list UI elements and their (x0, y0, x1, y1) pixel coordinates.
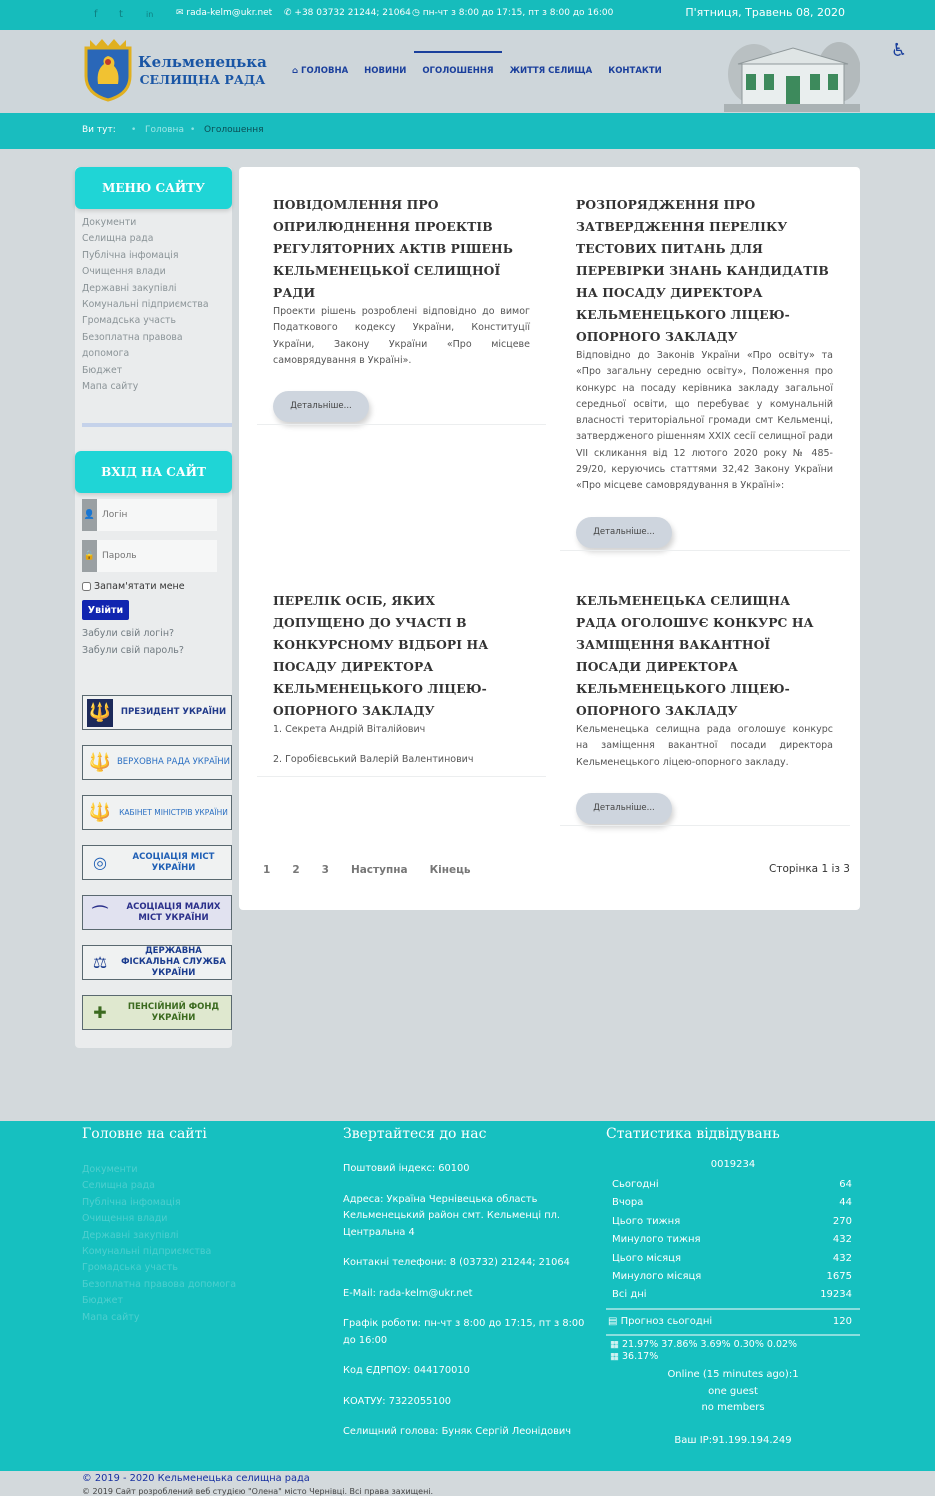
footer-link[interactable]: Селищна рада (82, 1180, 155, 1192)
current-date: П'ятниця, Травень 08, 2020 (685, 6, 845, 19)
footer-stats-title: Статистика відвідувань (606, 1126, 780, 1142)
article-divider (257, 424, 546, 425)
article-text: Проекти рішень розроблені відповідно до вимог Податкового кодексу України, Конституції України, Закону України «Про місцеве самоврядування в Україні». (273, 306, 530, 366)
stats-row (606, 1268, 860, 1286)
stats-divider (606, 1334, 860, 1336)
contact-line[interactable]: E-Mail: rada-kelm@ukr.net (343, 1287, 473, 1299)
contact-line: КОАТУУ: 7322055100 (343, 1395, 452, 1407)
breadcrumb-home[interactable]: Головна (145, 125, 184, 135)
stats-value: 270 (832, 1215, 852, 1227)
copyright: © 2019 - 2020 Кельменецька селищна рада (82, 1473, 310, 1484)
forgot-login-link[interactable]: Забули свій логін? (82, 628, 175, 639)
login-field (82, 499, 217, 531)
browser-icon: ▦ (610, 1351, 622, 1363)
banner-label: КАБІНЕТ МІНІСТРІВ УКРАЇНИ (119, 808, 228, 817)
stats-row (606, 1250, 860, 1268)
footer-main-title: Головне на сайті (82, 1126, 207, 1142)
browser-icon: ▦ (610, 1339, 622, 1351)
banner-tax-service[interactable] (82, 945, 232, 980)
scales-icon: ⚖ (92, 953, 108, 972)
trident-icon: 🔱 (88, 752, 112, 773)
contact-line: Код ЄДРПОУ: 044170010 (343, 1365, 470, 1376)
site-header (0, 30, 935, 113)
stats-divider (606, 1308, 860, 1310)
menu-title: МЕНЮ САЙТУ (75, 167, 232, 209)
sidebar (75, 167, 232, 1048)
banner-cabinet[interactable] (82, 795, 232, 830)
online-count: Online (15 minutes ago):1 (667, 1369, 799, 1381)
online-guests: one guest (708, 1385, 758, 1397)
menu-item[interactable]: Державні закупівлі (82, 282, 177, 294)
password-input[interactable] (98, 540, 216, 572)
footer-link[interactable]: Очищення влади (82, 1213, 168, 1225)
stats-value: 64 (839, 1179, 852, 1190)
stats-label: Минулого тижня (612, 1234, 701, 1246)
menu-item[interactable]: Мапа сайту (82, 381, 139, 393)
page-link-1[interactable]: 1 (263, 864, 271, 876)
stats-value: 19234 (820, 1289, 852, 1301)
breadcrumb-label: Ви тут: (82, 125, 116, 135)
pension-emblem-icon: ✚ (93, 1003, 107, 1022)
stats-label: Цього тижня (612, 1215, 681, 1227)
credits[interactable]: © 2019 Сайт розроблений веб студією "Олена" місто Чернівці. Всі права захищені. (82, 1487, 434, 1496)
article-divider (257, 776, 546, 777)
stats-label: Всі дні (612, 1289, 647, 1301)
sidebar-divider (82, 423, 232, 427)
article-text: 1. Секрета Андрій Віталійович (273, 724, 426, 735)
article-divider (560, 550, 850, 551)
facebook-icon[interactable]: f (94, 9, 98, 20)
login-title: ВХІД НА САЙТ (75, 451, 232, 493)
page-last[interactable]: Кінець (429, 864, 471, 876)
remember-label: Запам'ятати мене (94, 581, 185, 592)
menu-item[interactable]: Селищна рада (82, 233, 154, 245)
page-link-3[interactable]: 3 (321, 864, 329, 876)
linkedin-icon[interactable]: in (146, 10, 154, 19)
menu-item[interactable]: Публічна інфомація (82, 249, 179, 261)
stats-row (606, 1286, 860, 1304)
banner-parliament[interactable] (82, 745, 232, 780)
banner-label: ВЕРХОВНА РАДА УКРАЇНИ (116, 757, 231, 767)
article-card (576, 590, 833, 824)
site-title-line2: СЕЛИЩНА РАДА (139, 72, 266, 87)
footer-link[interactable]: Безоплатна правова допомога (82, 1278, 237, 1290)
main-nav (284, 66, 670, 76)
read-more-button[interactable]: Детальніше... (273, 391, 369, 422)
visit-statistics (606, 1159, 860, 1449)
menu-item[interactable]: Безоплатна правова (82, 331, 183, 343)
arch-icon: ⌒ (91, 904, 108, 923)
stats-value: 432 (832, 1234, 852, 1246)
article-title[interactable]: КЕЛЬМЕНЕЦЬКА СЕЛИЩНА РАДА ОГОЛОШУЄ КОНКУРС НА ЗАМІЩЕННЯ ВАКАНТНОЇ ПОСАДИ ДИРЕКТОРА КЕЛЬМЕНЕЦЬКОГО ЛІЦЕЮ-ОПОРНОГО ЗАКЛАДУ (576, 593, 814, 718)
contact-line: Графік роботи: пн-чт з 8:00 до 17:15, пт з 8:00 до 16:00 (343, 1318, 585, 1346)
footer-links (82, 1162, 236, 1326)
stats-label: Прогноз сьогодні (620, 1315, 713, 1327)
banner-label: АСОЦІАЦІЯ МАЛИХ МІСТ УКРАЇНИ (126, 901, 221, 923)
article-card (576, 194, 833, 548)
breadcrumb-current: Оголошення (204, 125, 264, 135)
contact-line: Селищний голова: Буняк Сергій Леонідович (343, 1426, 572, 1437)
banner-cities-association[interactable] (82, 845, 232, 880)
menu-item[interactable]: Громадська участь (82, 315, 176, 327)
article-divider (560, 825, 850, 826)
footer-link[interactable]: Публічна інфомація (82, 1196, 181, 1208)
article-title[interactable]: ПОВІДОМЛЕННЯ ПРО ОПРИЛЮДНЕННЯ ПРОЕКТІВ РЕГУЛЯТОРНИХ АКТІВ РІШЕНЬ КЕЛЬМЕНЕЦЬКОЇ СЕЛИЩНОЇ РАДИ (273, 197, 513, 300)
globe-icon: ◎ (93, 853, 107, 872)
site-menu (75, 209, 232, 401)
banner-label: АСОЦІАЦІЯ МІСТ УКРАЇНИ (132, 851, 215, 873)
article-text: Кельменецька селищна рада оголошує конкурс на заміщення вакантної посади директора Кельменецького ліцею-опорного закладу. (576, 724, 833, 768)
stats-label: Цього місяця (612, 1252, 681, 1264)
forecast-icon: ▤ (608, 1315, 621, 1327)
login-button[interactable]: Увійти (82, 600, 129, 620)
menu-item[interactable]: Бюджет (82, 364, 123, 376)
lock-icon: 🔒 (82, 540, 97, 572)
article-title[interactable]: РОЗПОРЯДЖЕННЯ ПРО ЗАТВЕРДЖЕННЯ ПЕРЕЛІКУ ТЕСТОВИХ ПИТАНЬ ДЛЯ ПЕРЕВІРКИ ЗНАНЬ КАНДИДАТІВ НА ПОСАДУ ДИРЕКТОРА КЕЛЬМЕНЕЦЬКОГО ЛІЦЕЮ-ОПОРНОГО ЗАКЛАДУ (576, 197, 829, 344)
footer-contacts (343, 1161, 593, 1455)
stats-value: 120 (832, 1315, 852, 1327)
page-counter: Сторінка 1 із 3 (769, 863, 850, 875)
contact-line: Контакні телефони: 8 (03732) 21244; 21064 (343, 1257, 570, 1268)
menu-item[interactable]: Очищення влади (82, 266, 166, 278)
site-title[interactable] (138, 53, 267, 89)
article-text: Відповідно до Законів України «Про освіту» та «Про загальну середню освіту», Положення про конкурс на посаду керівника закладу загальної середньої освіти, що перебуває у комунальній власності територіальної громади смт Кельменці, затвердженого рішенням XXIX сесії селищної ради VII скликання від 12 лютого 2020 року № 485-29/20, керуючись статтями 32,42 Закону України «Про місцеве самоврядування в Україні»: (576, 350, 833, 492)
building-image (724, 34, 860, 112)
top-hours: ◷ пн-чт з 8:00 до 17:15, пт з 8:00 до 16:00 (412, 8, 614, 18)
article-title[interactable]: ПЕРЕЛІК ОСІБ, ЯКИХ ДОПУЩЕНО ДО УЧАСТІ В КОНКУРСНОМУ ВІДБОРІ НА ПОСАДУ ДИРЕКТОРА КЕЛЬМЕНЕЦЬКОГО ЛІЦЕЮ-ОПОРНОГО ЗАКЛАДУ (273, 593, 489, 718)
announcements-list (239, 167, 860, 910)
top-bar (0, 0, 935, 30)
login-input[interactable] (98, 499, 216, 531)
banner-pension-fund[interactable] (82, 995, 232, 1030)
stats-value: 432 (832, 1252, 852, 1264)
page-next[interactable]: Наступна (350, 864, 408, 876)
article-card (273, 194, 530, 422)
menu-item[interactable]: Документи (82, 217, 137, 228)
breadcrumb-separator-icon: • (190, 125, 196, 135)
browser-percent-line: 36.17% (622, 1351, 659, 1363)
page-link-2[interactable]: 2 (292, 864, 300, 876)
stats-label: Вчора (612, 1197, 644, 1209)
breadcrumb-separator-icon: • (131, 125, 137, 135)
visitor-ip: Ваш IP:91.199.194.249 (674, 1434, 792, 1446)
forgot-password-link[interactable]: Забули свій пароль? (82, 645, 184, 656)
stats-row (606, 1213, 860, 1231)
menu-item[interactable]: допомога (82, 348, 130, 360)
trident-icon: 🔱 (87, 699, 113, 727)
remember-me[interactable] (82, 581, 185, 592)
nav-announcements[interactable]: ОГОЛОШЕННЯ (414, 66, 501, 76)
stats-label: Минулого місяця (612, 1271, 702, 1283)
stats-value: 1675 (826, 1271, 852, 1283)
stats-label: Сьогодні (612, 1179, 659, 1190)
remember-checkbox[interactable] (82, 582, 91, 591)
site-title-line1: Кельменецька (138, 53, 267, 71)
footer-link[interactable]: Бюджет (82, 1295, 124, 1307)
accessibility-icon[interactable]: ♿ (890, 40, 907, 61)
browser-percent-line: 21.97% 37.86% 3.69% 0.30% 0.02% (622, 1339, 798, 1351)
contact-line: Поштовий індекс: 60100 (343, 1163, 470, 1174)
breadcrumb (0, 113, 935, 149)
footer-link[interactable]: Державні закупівлі (82, 1229, 179, 1241)
trident-icon: 🔱 (88, 802, 112, 823)
stats-row (606, 1231, 860, 1249)
footer-link[interactable]: Документи (82, 1164, 138, 1175)
banner-small-cities[interactable] (82, 895, 232, 930)
password-field (82, 540, 217, 572)
read-more-button[interactable]: Детальніше... (576, 517, 672, 548)
menu-item[interactable]: Комунальні підприємства (82, 299, 209, 311)
stats-value: 44 (839, 1197, 852, 1209)
footer-link[interactable]: Громадська участь (82, 1262, 179, 1274)
banner-label: ПЕНСІЙНИЙ ФОНД УКРАЇНИ (127, 1001, 220, 1023)
article-text: 2. Горобієвський Валерій Валентинович (273, 754, 474, 766)
banner-label: ПРЕЗИДЕНТ УКРАЇНИ (120, 707, 227, 717)
footer-link[interactable]: Мапа сайту (82, 1311, 140, 1323)
footer-contacts-title: Звертайтеся до нас (343, 1126, 487, 1142)
stats-row (606, 1176, 860, 1194)
banner-president[interactable] (82, 695, 232, 730)
stats-row (606, 1194, 860, 1212)
pagination (263, 864, 493, 876)
browser-stats (606, 1339, 860, 1363)
stats-total: 0019234 (710, 1159, 756, 1170)
site-footer (0, 1121, 935, 1471)
top-phone: ✆ +38 03732 21244; 21064 (284, 8, 411, 18)
read-more-button[interactable]: Детальніше... (576, 793, 672, 824)
user-icon: 👤 (82, 499, 97, 531)
nav-contacts[interactable]: КОНТАКТИ (608, 66, 662, 76)
nav-news[interactable]: НОВИНИ (364, 66, 407, 76)
article-card (273, 590, 530, 769)
stats-forecast (606, 1313, 860, 1331)
footer-link[interactable]: Комунальні підприємства (82, 1246, 212, 1258)
nav-home[interactable]: ⌂ ГОЛОВНА (292, 66, 349, 76)
nav-village-life[interactable]: ЖИТТЯ СЕЛИЩА (509, 66, 593, 76)
twitter-icon[interactable]: t (119, 9, 123, 20)
copyright-bar (0, 1471, 935, 1496)
coat-of-arms-icon[interactable] (82, 38, 134, 102)
top-email[interactable]: ✉ rada-kelm@ukr.net (176, 8, 273, 18)
contact-line: Адреса: Україна Чернівецька область Кельменецький район смт. Кельменці пл. Центральна 4 (343, 1193, 561, 1238)
online-members: no members (701, 1402, 765, 1414)
banner-label: ДЕРЖАВНА ФІСКАЛЬНА СЛУЖБА УКРАЇНИ (121, 946, 226, 978)
